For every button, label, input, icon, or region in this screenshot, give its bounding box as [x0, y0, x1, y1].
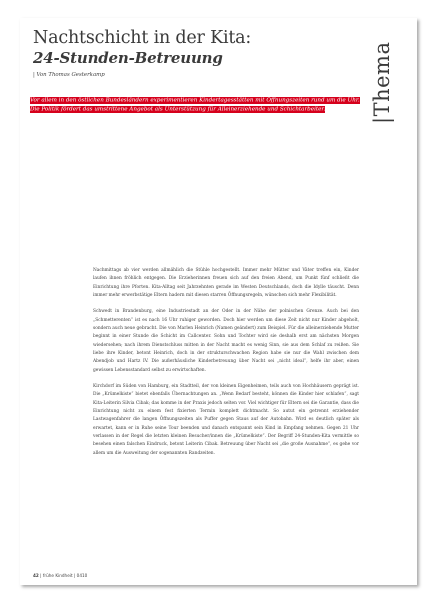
body-paragraph-1: Nachmittags ab vier werden allmählich die Stühle hochgestellt. Immer mehr Mütter und Väter treffen ein, Kinder laufen ihnen fröhlich entgegen. Die Erzieherinnen freuen sich auf den freien Abend, um Punkt fünf schließt die Einrichtung ihre Pforten. Kita-Alltag seit Jahrzehnten gerade im Westen Deutschlands, doch die Idylle täuscht. Denn immer mehr erwerbstätige Eltern hadern mit diesen starren Öffnungsregeln, wünschen sich mehr Flexibilität. — [93, 268, 359, 298]
page-footer — [33, 573, 233, 579]
article-lead — [30, 96, 360, 115]
page-number: 42 — [33, 573, 39, 578]
article-body — [93, 267, 359, 466]
article-subtitle: 24-Stunden-Betreuung — [33, 49, 223, 67]
body-paragraph-3: Kirchdorf im Süden von Hamburg, ein Stadtteil, der von kleinen Eigenheimen, teils auch von Hochhäusern geprägt ist. Die „Krümelkiste“ bietet ebenfalls Übernachtungen an. „Wenn Bedarf besteht, können die Kinder hier schlafen“, sagt Kita-Leiterin Silvia Cibak; das komme in der Praxis jedoch selten vor. Viel wichtiger für Eltern sei die Garantie, dass die Einrichtung nicht zu einem fest fixierten Termin komplett dichtmacht. So autut ein getrennt erziehender Lastwagenfahrer die langen Öffnungszeiten als Puffer gegen Staus auf der Autobahn. Wird es deutlich später als erwartet, kann er in Ruhe seine Tour beenden und danach entspannt sein Kind in Empfang nehmen. Gegen 21 Uhr verlassen in der Regel die letzten kleinen Besucher/innen die „Krümelkiste“. Der Begriff 24-Stunden-Kita vermittle so besehen einen falschen Eindruck, betont Leiterin Cibak. Betreuung über Nacht sei „die große Ausnahme“, es gehe vor allem um die Ausweitung der sogenannten Randzeiten. — [93, 384, 359, 456]
section-tag — [350, 24, 406, 134]
section-label: |Thema — [370, 41, 394, 124]
publication-info: | frühe Kindheit | 0410 — [40, 573, 88, 578]
article-title: Nachtschicht in der Kita: — [33, 28, 252, 48]
article-byline: | Von Thomas Gesterkamp — [33, 72, 105, 78]
body-paragraph-2: Schwedt in Brandenburg, eine Industriestadt an der Oder in der Nähe der polnischen Grenze. Auch bei den „Schmetterenten“ ist es nach 16 Uhr ruhiger geworden. Doch hier werden um diese Zeit nicht nur Kinder abgeholt, sondern auch neue gebracht. Die von Marlen Heinrich (Namen geändert) zum Beispiel. Für die alleinerziehende Mutter beginnt in einer Stunde die Schicht im Callcenter. Sohn und Tochter wird sie deshalb erst am nächsten Morgen wiedersehen; nach ihrem Dienstschluss mitten in der Nacht macht es wenig Sinn, sie aus dem Schlaf zu reißen. Sie liebe ihre Kinder, betont Heinrich, doch in der strukturschwachen Region habe sie nur die Wahl zwischen dem Abendjob und Hartz IV. Die außerhäusliche Kinderbetreuung über Nacht sei „nicht ideal“, helfe ihr aber, einen gewissen Lebensstandard selbst zu erwirtschaften. — [93, 309, 359, 373]
lead-highlight: Vor allem in den östlichen Bundesländern experimentieren Kindertagesstätten mit Öffnungszeiten rund um die Uhr. Die Politik fördert das umstrittene Angebot als Unterstützung für Alleinerziehende und Schichtarbeiter. — [30, 97, 360, 113]
